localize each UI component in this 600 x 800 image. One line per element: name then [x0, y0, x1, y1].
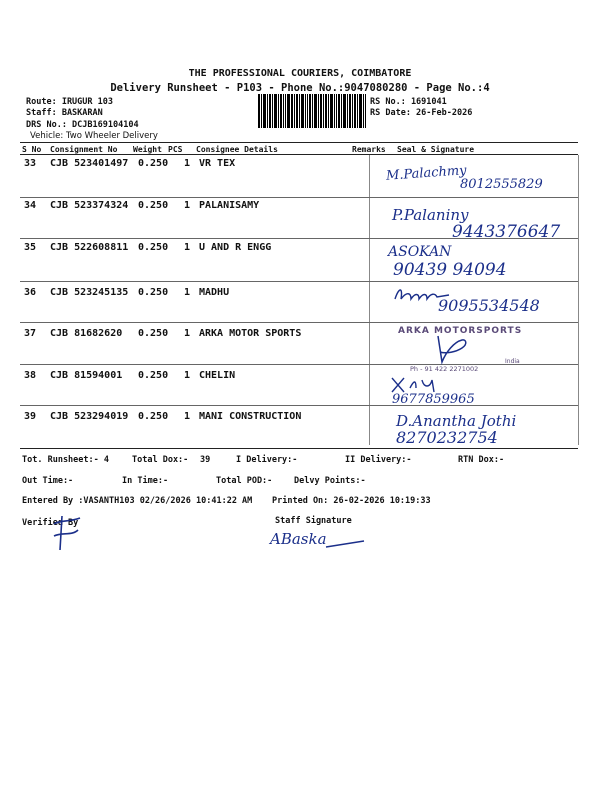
signature-row-35-name: ASOKAN: [388, 244, 452, 260]
runsheet-title: Delivery Runsheet - P103 - Phone No.:9047080280 - Page No.:4: [110, 82, 490, 94]
row-weight: 0.250: [138, 411, 169, 422]
row-sno: 37: [24, 328, 37, 339]
printed-on: Printed On: 26-02-2026 10:19:33: [272, 496, 431, 506]
row-weight: 0.250: [138, 328, 169, 339]
row-divider: [20, 322, 578, 323]
stamp-place: India: [505, 358, 520, 365]
row-pcs: 1: [184, 411, 191, 422]
row-pcs: 1: [184, 242, 191, 253]
signature-row-34-name: P.Palaniny: [392, 206, 469, 224]
col-seal-signature: Seal & Signature: [397, 145, 475, 154]
drs-number: DRS No.: DCJB169104104: [26, 120, 139, 130]
signature-row-34-phone: 9443376647: [452, 222, 561, 242]
row-sno: 34: [24, 200, 37, 211]
vehicle-label: Vehicle: Two Wheeler Delivery: [30, 131, 158, 141]
row-weight: 0.250: [138, 287, 169, 298]
row-divider: [20, 197, 578, 198]
signature-row-39-phone: 8270232754: [396, 428, 498, 447]
staff-signature-label: Staff Signature: [275, 516, 352, 526]
total-pod-label: Total POD:-: [216, 476, 273, 486]
col-remarks: Remarks: [352, 145, 386, 154]
row-consignment: CJB 523245135: [50, 287, 129, 298]
col-sno: S No: [22, 145, 42, 154]
col-weight: Weight: [133, 145, 162, 154]
row-pcs: 1: [184, 287, 191, 298]
rs-number: RS No.: 1691041: [370, 97, 447, 107]
table-header-rule: [20, 154, 578, 155]
row-divider: [20, 281, 578, 282]
row-consignment: CJB 523294019: [50, 411, 129, 422]
row-weight: 0.250: [138, 370, 169, 381]
signature-row-39-name: D.Anantha Jothi: [396, 412, 517, 430]
in-time-label: In Time:-: [122, 476, 169, 486]
row-divider: [20, 364, 578, 365]
row-consignee: MANI CONSTRUCTION: [199, 411, 302, 422]
total-dox-value: 39: [200, 455, 211, 465]
row-consignment: CJB 522608811: [50, 242, 129, 253]
staff-signature-hand: ABaska: [270, 530, 327, 548]
staff-signature-underline: [326, 534, 366, 553]
row-pcs: 1: [184, 200, 191, 211]
row-weight: 0.250: [138, 200, 169, 211]
row-consignment: CJB 81682620: [50, 328, 123, 339]
col-pcs: PCS: [168, 145, 183, 154]
table-bottom-rule: [20, 448, 578, 449]
signature-row-35-phone: 90439 94094: [393, 260, 507, 280]
row-sno: 33: [24, 158, 37, 169]
row-consignee: PALANISAMY: [199, 200, 260, 211]
stamp-company-name: ARKA MOTORSPORTS: [398, 326, 523, 336]
rtn-dox-label: RTN Dox:-: [458, 455, 505, 465]
total-runsheet: Tot. Runsheet:- 4: [22, 455, 109, 465]
signature-row-33-phone: 8012555829: [460, 177, 543, 192]
row-weight: 0.250: [138, 242, 169, 253]
ii-delivery-label: II Delivery:-: [345, 455, 412, 465]
row-consignee: VR TEX: [199, 158, 236, 169]
row-consignment: CJB 523401497: [50, 158, 129, 169]
out-time-label: Out Time:-: [22, 476, 74, 486]
remarks-divider: [369, 155, 370, 445]
table-top-rule: [20, 142, 578, 143]
row-sno: 35: [24, 242, 37, 253]
row-consignment: CJB 523374324: [50, 200, 129, 211]
row-consignment: CJB 81594001: [50, 370, 123, 381]
verified-by-signature: [50, 514, 84, 558]
rs-date: RS Date: 26-Feb-2026: [370, 108, 473, 118]
row-divider: [20, 405, 578, 406]
row-consignee: MADHU: [199, 287, 230, 298]
row-sno: 36: [24, 287, 37, 298]
row-pcs: 1: [184, 328, 191, 339]
row-consignee: U AND R ENGG: [199, 242, 272, 253]
entered-by: Entered By :VASANTH103 02/26/2026 10:41:22 AM: [22, 496, 253, 506]
stamp-phone: Ph - 91 422 2271002: [410, 365, 479, 373]
total-dox-label: Total Dox:-: [132, 455, 189, 465]
company-title: THE PROFESSIONAL COURIERS, COIMBATORE: [188, 68, 412, 79]
col-consignee: Consignee Details: [196, 145, 278, 154]
delivery-points-label: Delvy Points:-: [294, 476, 366, 486]
row-pcs: 1: [184, 370, 191, 381]
verified-by-label: Verified By: [22, 518, 79, 528]
signature-row-33-name: M.Palachmy: [385, 163, 468, 184]
row-weight: 0.250: [138, 158, 169, 169]
col-consignment: Consignment No: [50, 145, 118, 154]
row-sno: 38: [24, 370, 37, 381]
signature-row-38-phone: 9677859965: [392, 392, 475, 407]
signature-row-36-phone: 9095534548: [438, 296, 540, 315]
row-sno: 39: [24, 411, 37, 422]
route-label: Route: IRUGUR 103: [26, 97, 113, 107]
row-consignee: CHELIN: [199, 370, 236, 381]
staff-label: Staff: BASKARAN: [26, 108, 103, 118]
barcode-image: [258, 94, 366, 128]
row-consignee: ARKA MOTOR SPORTS: [199, 328, 302, 339]
i-delivery-label: I Delivery:-: [236, 455, 298, 465]
right-divider: [578, 155, 579, 445]
row-pcs: 1: [184, 158, 191, 169]
